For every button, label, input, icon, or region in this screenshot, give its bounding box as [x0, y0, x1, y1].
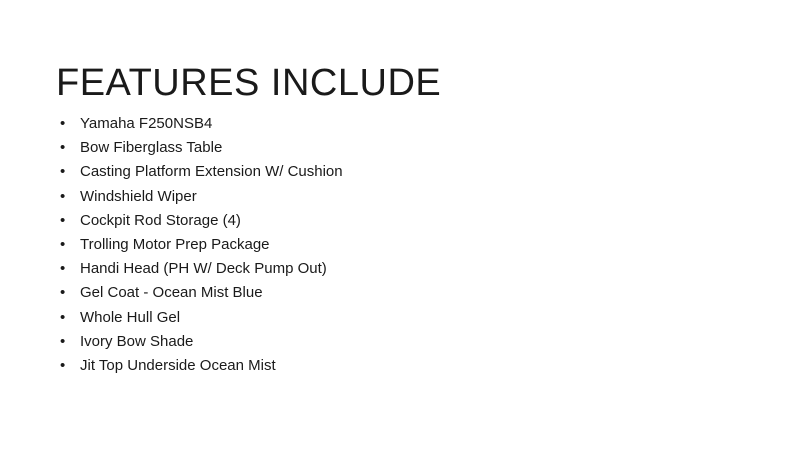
list-item-label: Handi Head (PH W/ Deck Pump Out) [80, 260, 327, 278]
list-item [56, 330, 716, 354]
bullet-icon: • [60, 115, 66, 132]
list-item [56, 160, 716, 184]
bullet-icon: • [60, 284, 66, 302]
bullet-icon: • [60, 187, 66, 205]
bullet-icon: • [60, 139, 66, 157]
list-item-label: Ivory Bow Shade [80, 332, 194, 350]
bullet-icon: • [60, 211, 66, 229]
bullet-icon: • [60, 163, 66, 181]
list-item-label: Windshield Wiper [80, 187, 197, 205]
bullet-icon: • [60, 332, 66, 350]
list-item [56, 136, 716, 160]
list-item-label: Gel Coat - Ocean Mist Blue [80, 284, 263, 302]
list-item-label: Casting Platform Extension W/ Cushion [80, 163, 343, 181]
list-item [56, 281, 716, 305]
list-item [56, 209, 716, 233]
list-item-label: Yamaha F250NSB4 [80, 115, 213, 132]
list-item [56, 185, 716, 209]
list-item [56, 354, 716, 378]
list-item-label: Trolling Motor Prep Package [80, 236, 270, 254]
list-item [56, 233, 716, 257]
bullet-icon: • [60, 357, 66, 375]
bullet-icon: • [60, 260, 66, 278]
features-list [56, 112, 716, 378]
list-item-label: Cockpit Rod Storage (4) [80, 211, 241, 229]
page-title: FEATURES INCLUDE [56, 62, 442, 105]
list-item-label: Whole Hull Gel [80, 308, 181, 326]
list-item [56, 306, 716, 330]
bullet-icon: • [60, 308, 66, 326]
list-item [56, 112, 716, 136]
list-item [56, 257, 716, 281]
bullet-icon: • [60, 236, 66, 254]
list-item-label: Jit Top Underside Ocean Mist [80, 357, 276, 375]
list-item-label: Bow Fiberglass Table [80, 139, 223, 157]
